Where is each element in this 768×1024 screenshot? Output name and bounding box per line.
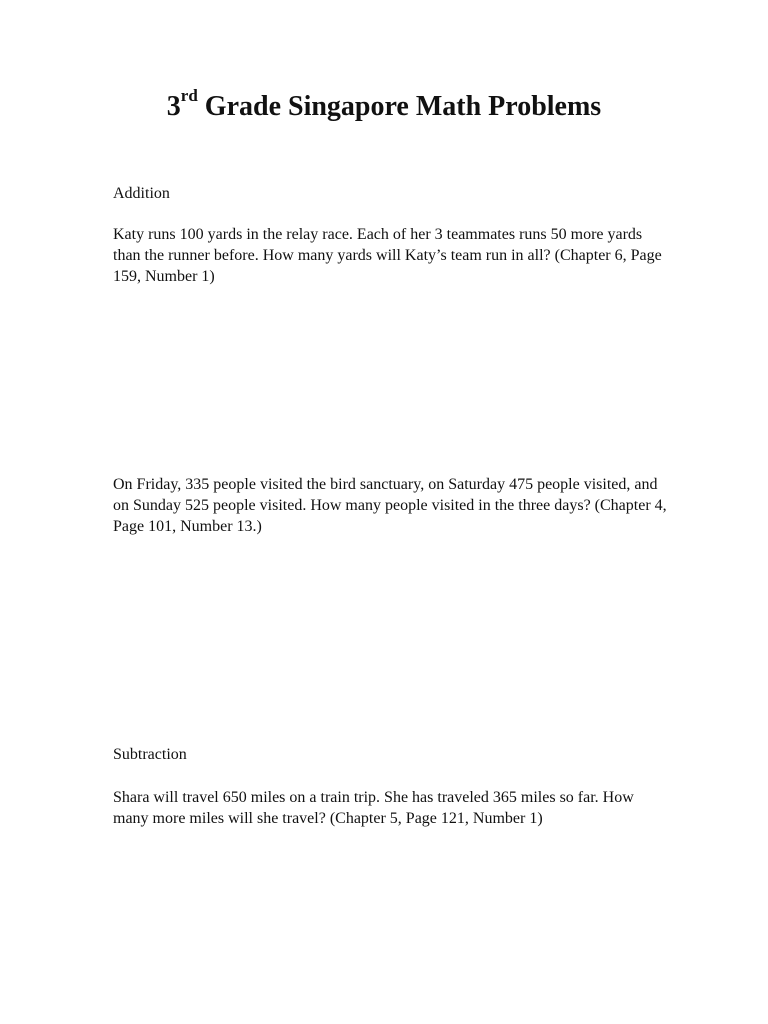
title-text: Grade Singapore Math Problems xyxy=(197,91,602,122)
title-grade-number: 3 xyxy=(166,91,181,122)
page-title xyxy=(0,86,768,124)
problem-addition-2: On Friday, 335 people visited the bird sanctuary, on Saturday 475 people visited, and on Sunday 525 people visited. How many people visited in the three days? (Chapter 4, Page 101, Number 13.) xyxy=(113,476,667,535)
section-heading-addition: Addition xyxy=(113,185,170,202)
section-heading-subtraction: Subtraction xyxy=(113,746,187,763)
problem-subtraction-1: Shara will travel 650 miles on a train trip. She has traveled 365 miles so far. How many more miles will she travel? (Chapter 5, Page 121, Number 1) xyxy=(113,789,634,827)
title-ordinal-suffix: rd xyxy=(180,86,198,105)
problem-addition-1: Katy runs 100 yards in the relay race. Each of her 3 teammates runs 50 more yards than the runner before. How many yards will Katy’s team run in all? (Chapter 6, Page 159, Number 1) xyxy=(113,226,662,285)
